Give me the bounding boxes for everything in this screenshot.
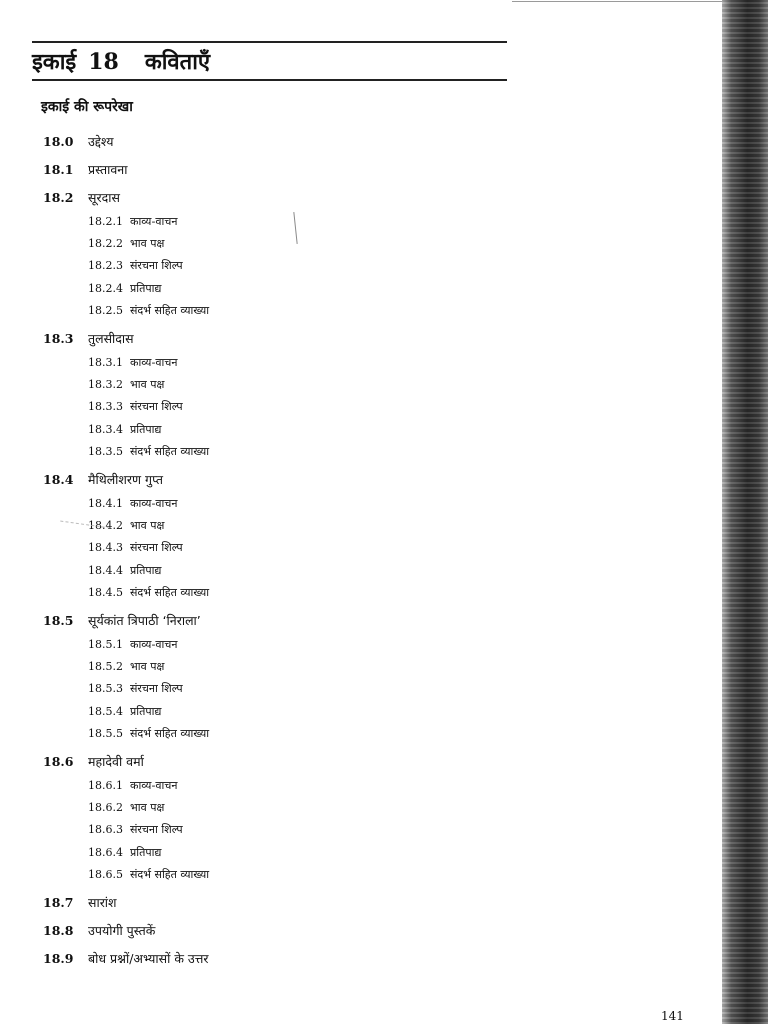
- toc-title: काव्य-वाचन: [130, 779, 178, 792]
- toc-section: [43, 921, 155, 941]
- toc-title: काव्य-वाचन: [130, 638, 178, 651]
- toc-section: [43, 949, 209, 969]
- toc-number: 18.8: [43, 923, 74, 938]
- toc-number: 18.3.3: [88, 400, 123, 413]
- toc-section: [43, 752, 144, 772]
- unit-number: 18: [88, 49, 119, 75]
- toc-number: 18.6.5: [88, 868, 123, 881]
- toc-title: उपयोगी पुस्तकें: [88, 923, 156, 938]
- toc-title: संदर्भ सहित व्याख्या: [130, 727, 210, 740]
- toc-title: प्रतिपाद्य: [130, 423, 162, 436]
- toc-section: [43, 188, 120, 208]
- toc-title: काव्य-वाचन: [130, 215, 178, 228]
- toc-subsection: [88, 724, 209, 744]
- toc-title: संरचना शिल्प: [130, 400, 183, 413]
- toc-subsection: [88, 494, 177, 514]
- page-number: 141: [661, 1009, 684, 1023]
- toc-subsection: [88, 212, 177, 232]
- toc-number: 18.0: [43, 134, 74, 149]
- toc-title: संरचना शिल्प: [130, 541, 183, 554]
- toc-number: 18.5.3: [88, 682, 123, 695]
- toc-number: 18.2: [43, 190, 74, 205]
- toc-title: सारांश: [88, 895, 117, 910]
- toc-section: [43, 160, 127, 180]
- toc-number: 18.5.5: [88, 727, 123, 740]
- toc-section: [43, 132, 113, 152]
- toc-title: प्रतिपाद्य: [130, 705, 162, 718]
- toc-number: 18.3.5: [88, 445, 123, 458]
- toc-title: तुलसीदास: [88, 331, 134, 346]
- unit-label: इकाई: [32, 50, 77, 75]
- toc-title: प्रतिपाद्य: [130, 282, 162, 295]
- outline-heading: इकाई की रूपरेखा: [41, 99, 133, 115]
- toc-section: [43, 893, 117, 913]
- toc-title: संदर्भ सहित व्याख्या: [130, 304, 210, 317]
- toc-number: 18.4: [43, 472, 74, 487]
- toc-section: [43, 470, 163, 490]
- toc-title: भाव पक्ष: [130, 660, 165, 673]
- toc-subsection: [88, 657, 164, 677]
- toc-title: संदर्भ सहित व्याख्या: [130, 586, 210, 599]
- toc-subsection: [88, 776, 177, 796]
- toc-title: काव्य-वाचन: [130, 356, 178, 369]
- toc-title: सूरदास: [88, 190, 120, 205]
- toc-number: 18.6.2: [88, 801, 123, 814]
- toc-number: 18.7: [43, 895, 74, 910]
- toc-number: 18.2.1: [88, 215, 123, 228]
- toc-subsection: [88, 397, 183, 417]
- toc-subsection: [88, 583, 209, 603]
- toc-title: भाव पक्ष: [130, 378, 165, 391]
- toc-number: 18.4.5: [88, 586, 123, 599]
- toc-title: प्रस्तावना: [88, 162, 128, 177]
- toc-subsection: [88, 420, 161, 440]
- toc-number: 18.2.2: [88, 237, 123, 250]
- toc-number: 18.4.3: [88, 541, 123, 554]
- toc-number: 18.2.4: [88, 282, 123, 295]
- toc-title: संदर्भ सहित व्याख्या: [130, 868, 210, 881]
- toc-subsection: [88, 798, 164, 818]
- toc-number: 18.1: [43, 162, 74, 177]
- toc-number: 18.6.1: [88, 779, 123, 792]
- toc-number: 18.4.2: [88, 519, 123, 532]
- toc-subsection: [88, 865, 209, 885]
- toc-subsection: [88, 538, 183, 558]
- toc-number: 18.4.4: [88, 564, 123, 577]
- toc-subsection: [88, 843, 161, 863]
- toc-number: 18.5.4: [88, 705, 123, 718]
- toc-subsection: [88, 702, 161, 722]
- toc-subsection: [88, 279, 161, 299]
- toc-number: 18.6.4: [88, 846, 123, 859]
- toc-number: 18.6: [43, 754, 74, 769]
- toc-subsection: [88, 561, 161, 581]
- toc-title: उद्देश्य: [88, 134, 114, 149]
- toc-title: संरचना शिल्प: [130, 682, 183, 695]
- toc-title: भाव पक्ष: [130, 519, 165, 532]
- toc-title: महादेवी वर्मा: [88, 754, 144, 769]
- toc-number: 18.5.1: [88, 638, 123, 651]
- toc-title: काव्य-वाचन: [130, 497, 178, 510]
- toc-title: भाव पक्ष: [130, 237, 165, 250]
- toc-section: [43, 611, 201, 631]
- toc-number: 18.9: [43, 951, 74, 966]
- toc-subsection: [88, 820, 183, 840]
- toc-title: भाव पक्ष: [130, 801, 165, 814]
- toc-title: प्रतिपाद्य: [130, 564, 162, 577]
- toc-title: प्रतिपाद्य: [130, 846, 162, 859]
- unit-name: कविताएँ: [144, 50, 211, 75]
- toc-number: 18.5.2: [88, 660, 123, 673]
- toc-subsection: [88, 234, 164, 254]
- toc-title: संरचना शिल्प: [130, 823, 183, 836]
- toc-number: 18.3.1: [88, 356, 123, 369]
- toc-number: 18.4.1: [88, 497, 123, 510]
- toc-subsection: [88, 375, 164, 395]
- toc-number: 18.2.3: [88, 259, 123, 272]
- toc-number: 18.2.5: [88, 304, 123, 317]
- toc-subsection: [88, 301, 209, 321]
- toc-number: 18.3: [43, 331, 74, 346]
- toc-title: संरचना शिल्प: [130, 259, 183, 272]
- toc-subsection: [88, 353, 177, 373]
- toc-number: 18.6.3: [88, 823, 123, 836]
- scanned-page-edge: [722, 0, 768, 1024]
- toc-number: 18.5: [43, 613, 74, 628]
- toc-title: सूर्यकांत त्रिपाठी ‘निराला’: [88, 613, 201, 628]
- toc-subsection: [88, 635, 177, 655]
- toc-subsection: [88, 679, 183, 699]
- toc-title: संदर्भ सहित व्याख्या: [130, 445, 210, 458]
- toc-number: 18.3.2: [88, 378, 123, 391]
- toc-section: [43, 329, 134, 349]
- toc-subsection: [88, 256, 183, 276]
- toc-title: बोध प्रश्नों/अभ्यासों के उत्तर: [88, 951, 209, 966]
- toc-subsection: [88, 442, 209, 462]
- toc-title: मैथिलीशरण गुप्त: [88, 472, 164, 487]
- toc-number: 18.3.4: [88, 423, 123, 436]
